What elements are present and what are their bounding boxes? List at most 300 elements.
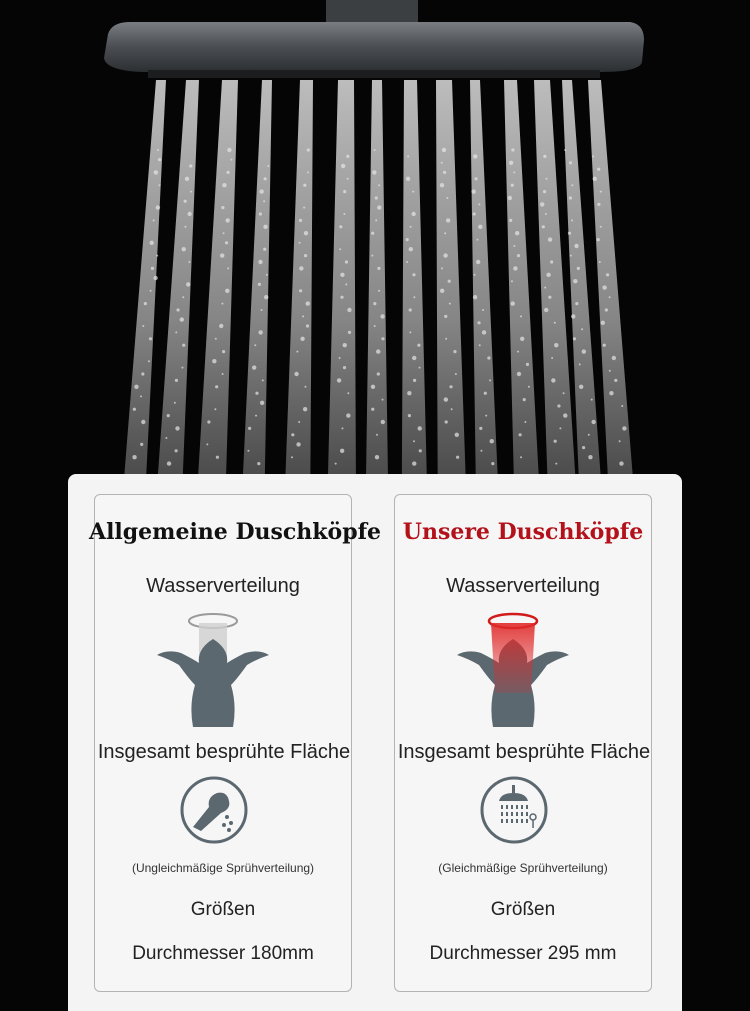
water-droplet [443,171,446,174]
water-droplet [474,177,477,180]
water-droplet [474,274,476,276]
water-droplet [340,273,344,277]
water-droplet [442,148,446,152]
water-droplet [343,213,345,215]
water-droplet [520,456,522,458]
water-droplet [380,314,384,318]
water-droplet [219,324,223,328]
water-droplet [149,337,152,340]
water-droplet [291,433,294,436]
water-droplet [455,373,457,375]
water-droplet [345,283,347,285]
water-droplet [347,392,349,394]
water-droplet [266,274,268,276]
water-droplet [473,212,476,215]
water-droplet [263,200,265,202]
water-droplet [557,404,560,407]
water-droplet [216,456,219,459]
water-droplet [167,414,170,417]
water-droplet [304,254,307,257]
water-droplet [345,260,348,263]
water-droplet [592,155,594,157]
water-droplet [540,202,544,206]
water-droplet [159,184,161,186]
water-droplet [262,379,264,381]
water-droplet [259,212,262,215]
sprayed-area-label: Insgesamt besprühte Fläche [397,741,651,763]
water-droplet [523,398,526,401]
water-droplet [142,325,144,327]
spray-note: (Gleichmäßige Sprühverteilung) [438,861,608,875]
water-droplet [548,237,552,241]
water-droplet [141,420,145,424]
water-droplet [182,296,184,298]
water-droplet [153,219,155,221]
water-droplet [453,350,456,353]
water-droplet [222,350,225,353]
water-droplet [214,408,216,410]
water-droplet [407,155,409,157]
water-droplet [418,426,422,430]
water-droplet [188,261,190,263]
card-title: Unsere Duschköpfe [402,519,644,545]
water-droplet [569,161,572,164]
size-label: Größen [490,899,556,920]
water-droplet [377,267,380,270]
water-droplet [574,244,578,248]
water-droplet [339,248,341,250]
water-droplet [181,367,183,369]
water-droplet [371,408,374,411]
water-droplet [157,149,159,151]
water-droplet [190,191,192,193]
water-droplet [186,282,190,286]
water-droplet [606,273,609,276]
water-droplet [264,295,268,299]
water-droplet [513,266,517,270]
water-droplet [158,158,161,161]
water-droplet [554,322,556,324]
water-droplet [605,308,608,311]
water-droplet [478,225,482,229]
water-droplet [296,442,300,446]
water-droplet [476,239,478,241]
water-droplet [377,372,380,375]
water-droplet [520,315,522,317]
water-droplet [554,440,557,443]
spray-note: (Ungleichmäßige Sprühverteilung) [131,861,315,875]
water-droplet [148,360,150,362]
water-droplet [307,148,310,151]
water-droplet [520,337,524,341]
water-droplet [554,343,558,347]
water-droplet [569,196,572,199]
water-droplet [304,386,306,388]
water-droplet [207,420,210,423]
water-droplet [133,408,136,411]
water-droplet [410,226,412,228]
water-droplet [413,440,415,442]
water-droplet [409,331,411,333]
water-droplet [551,357,553,359]
water-droplet [544,287,546,289]
water-droplet [588,455,592,459]
water-droplet [258,330,262,334]
water-droplet [551,378,555,382]
water-droplet [542,225,545,228]
water-droplet [573,279,577,283]
water-droplet [517,351,519,353]
water-droplet [480,450,482,452]
water-droplet [473,295,477,299]
water-droplet [252,365,256,369]
water-droplet [299,289,302,292]
water-droplet [335,463,337,465]
water-droplet [440,183,444,187]
water-droplet [221,206,224,209]
water-droplet [346,413,350,417]
water-droplet [184,226,186,228]
water-droplet [258,283,261,286]
water-droplet [456,456,459,459]
water-droplet [406,261,408,263]
water-droplet [575,302,578,305]
water-droplet [303,184,306,187]
water-distribution-label: Wasserverteilung [146,575,300,597]
water-droplet [603,344,606,347]
water-droplet [419,367,421,369]
water-droplet [491,462,494,465]
water-droplet [343,190,346,193]
water-droplet [263,225,267,229]
water-droplet [306,324,309,327]
water-droplet [156,205,160,209]
water-droplet [339,357,341,359]
water-droplet [406,238,409,241]
water-droplet [374,149,376,151]
water-droplet [165,437,167,439]
water-droplet [373,302,376,305]
water-droplet [156,255,158,257]
water-droplet [564,149,566,151]
water-droplet [340,296,343,299]
water-droplet [419,449,422,452]
water-droplet [377,205,381,209]
water-droplet [550,260,553,263]
water-droplet [303,407,307,411]
water-droplet [524,421,526,423]
water-droplet [299,219,302,222]
water-droplet [543,190,546,193]
water-droplet [517,254,520,257]
water-droplet [144,302,147,305]
water-droplet [591,399,593,401]
water-droplet [175,379,178,382]
water-droplet [206,443,208,445]
water-droplet [294,372,298,376]
water-droplet [375,196,378,199]
water-droplet [189,164,192,167]
water-droplet [485,415,487,417]
water-droplet [185,177,189,181]
water-droplet [174,402,176,404]
water-droplet [376,434,378,436]
water-droplet [513,245,515,247]
water-droplet [579,363,581,365]
water-droplet [222,183,226,187]
water-droplet [341,427,343,429]
water-droplet [444,315,447,318]
water-droplet [614,379,617,382]
water-droplet [563,392,565,394]
water-droplet [571,184,573,186]
water-droplet [515,231,519,235]
water-droplet [581,328,583,330]
water-droplet [490,439,494,443]
water-droplet [559,427,561,429]
water-droplet [343,343,347,347]
water-droplet [306,301,310,305]
water-droplet [513,171,515,173]
water-droplet [444,232,446,234]
water-droplet [482,330,486,334]
water-droplet [609,391,613,395]
water-droplet [215,385,218,388]
water-droplet [348,331,351,334]
water-droplet [180,317,184,321]
water-droplet [340,449,344,453]
water-droplet [371,385,375,389]
water-droplet [412,191,414,193]
water-droplet [296,351,298,353]
water-droplet [477,321,480,324]
water-droplet [448,280,451,283]
water-droplet [154,170,158,174]
water-droplet [411,212,415,216]
water-droplet [609,296,611,298]
water-droplet [151,267,154,270]
water-droplet [570,255,572,257]
water-droplet [409,308,412,311]
water-droplet [302,315,304,317]
water-droplet [153,276,157,280]
water-droplet [150,241,154,245]
water-droplet [471,189,475,193]
water-droplet [528,386,530,388]
water-droplet [417,344,420,347]
diameter-value: Durchmesser 180mm [132,943,314,964]
water-droplet [441,162,443,164]
person-icon [453,609,573,729]
water-droplet [374,325,376,327]
water-droplet [182,247,186,251]
water-droplet [347,308,351,312]
water-droplet [621,405,623,407]
water-droplet [341,164,345,168]
water-droplet [597,238,600,241]
water-droplet [619,440,621,442]
water-droplet [509,219,512,222]
generic-showerheads-card [89,494,382,992]
water-droplet [227,267,229,269]
water-droplet [176,308,179,311]
water-droplet [378,184,380,186]
water-droplet [484,392,487,395]
water-droplet [482,309,484,311]
size-label: Größen [190,899,256,920]
water-droplet [346,155,349,158]
water-droplet [225,241,228,244]
water-droplet [255,392,258,395]
water-droplet [343,366,346,369]
our-showerheads-card [394,494,652,992]
water-droplet [372,170,376,174]
water-droplet [412,461,416,465]
water-droplet [601,321,605,325]
water-droplet [545,213,547,215]
person-icon [153,609,273,729]
water-droplet [371,232,374,235]
handheld-shower-icon [179,775,249,845]
water-droplet [543,155,546,158]
water-droplet [267,165,269,167]
water-droplet [140,443,143,446]
water-droplet [588,434,590,436]
water-droplet [247,450,249,452]
water-droplet [593,177,597,181]
water-droplet [597,203,600,206]
water-droplet [375,219,377,221]
water-droplet [449,303,451,305]
water-droplet [175,426,179,430]
water-droplet [546,273,550,277]
water-droplet [220,253,224,257]
water-droplet [443,253,447,257]
water-droplet [489,379,491,381]
water-droplet [479,344,481,346]
water-droplet [408,414,411,417]
water-droplet [406,177,410,181]
water-droplet [226,171,229,174]
water-droplet [134,385,138,389]
water-droplet [187,212,191,216]
water-droplet [255,415,257,417]
water-droplet [259,189,263,193]
water-droplet [412,356,416,360]
water-droplet [511,280,513,282]
water-droplet [446,218,450,222]
water-droplet [257,462,260,465]
water-droplet [509,161,513,165]
water-droplet [337,378,341,382]
water-droplet [299,266,303,270]
water-droplet [517,372,521,376]
water-droplet [409,247,413,251]
water-droplet [260,401,264,405]
water-droplet [371,255,373,257]
water-droplet [546,178,548,180]
water-droplet [184,200,187,203]
water-droplet [441,267,443,269]
water-droplet [223,232,225,234]
water-droplet [413,379,416,382]
water-droplet [571,219,573,221]
water-droplet [445,338,447,340]
water-droplet [261,309,263,311]
water-droplet [597,168,600,171]
water-droplet [609,370,611,372]
water-droplet [511,184,514,187]
water-droplet [473,154,477,158]
water-droplet [347,178,349,180]
water-distribution-label: Wasserverteilung [446,575,600,597]
water-droplet [591,420,595,424]
water-droplet [175,449,178,452]
water-droplet [221,303,223,305]
water-droplet [582,446,585,449]
water-droplet [555,463,557,465]
water-droplet [307,171,309,173]
diameter-value: Durchmesser 295 mm [429,943,617,964]
water-droplet [476,260,480,264]
water-droplet [140,395,142,397]
water-droplet [511,301,515,305]
water-droplet [440,289,444,293]
water-droplet [378,290,380,292]
water-droplet [225,289,229,293]
water-droplet [479,427,482,430]
water-droplet [376,349,380,353]
water-droplet [600,191,602,193]
water-droplet [508,196,512,200]
water-droplet [300,337,304,341]
water-droplet [577,267,580,270]
water-droplet [215,338,217,340]
water-droplet [132,455,136,459]
water-droplet [449,385,452,388]
water-droplet [167,461,171,465]
water-droplet [407,391,411,395]
water-droplet [291,456,293,458]
water-droplet [175,331,177,333]
water-droplet [381,420,385,424]
water-droplet [227,148,231,152]
water-droplet [150,290,152,292]
water-droplet [599,261,601,263]
water-droplet [382,399,384,401]
water-droplet [412,273,415,276]
water-droplet [579,385,583,389]
water-droplet [568,232,571,235]
water-droplet [258,260,262,264]
water-droplet [304,231,308,235]
water-droplet [571,314,575,318]
water-droplet [526,363,529,366]
water-droplet [225,218,229,222]
water-droplet [619,461,623,465]
water-droplet [519,433,522,436]
water-droplet [445,420,448,423]
water-droplet [478,203,480,205]
water-droplet [602,285,606,289]
water-droplet [451,408,453,410]
water-droplet [444,397,448,401]
water-droplet [375,455,379,459]
water-droplet [182,344,185,347]
water-droplet [212,359,216,363]
water-droplet [413,296,415,298]
water-droplet [339,225,342,228]
